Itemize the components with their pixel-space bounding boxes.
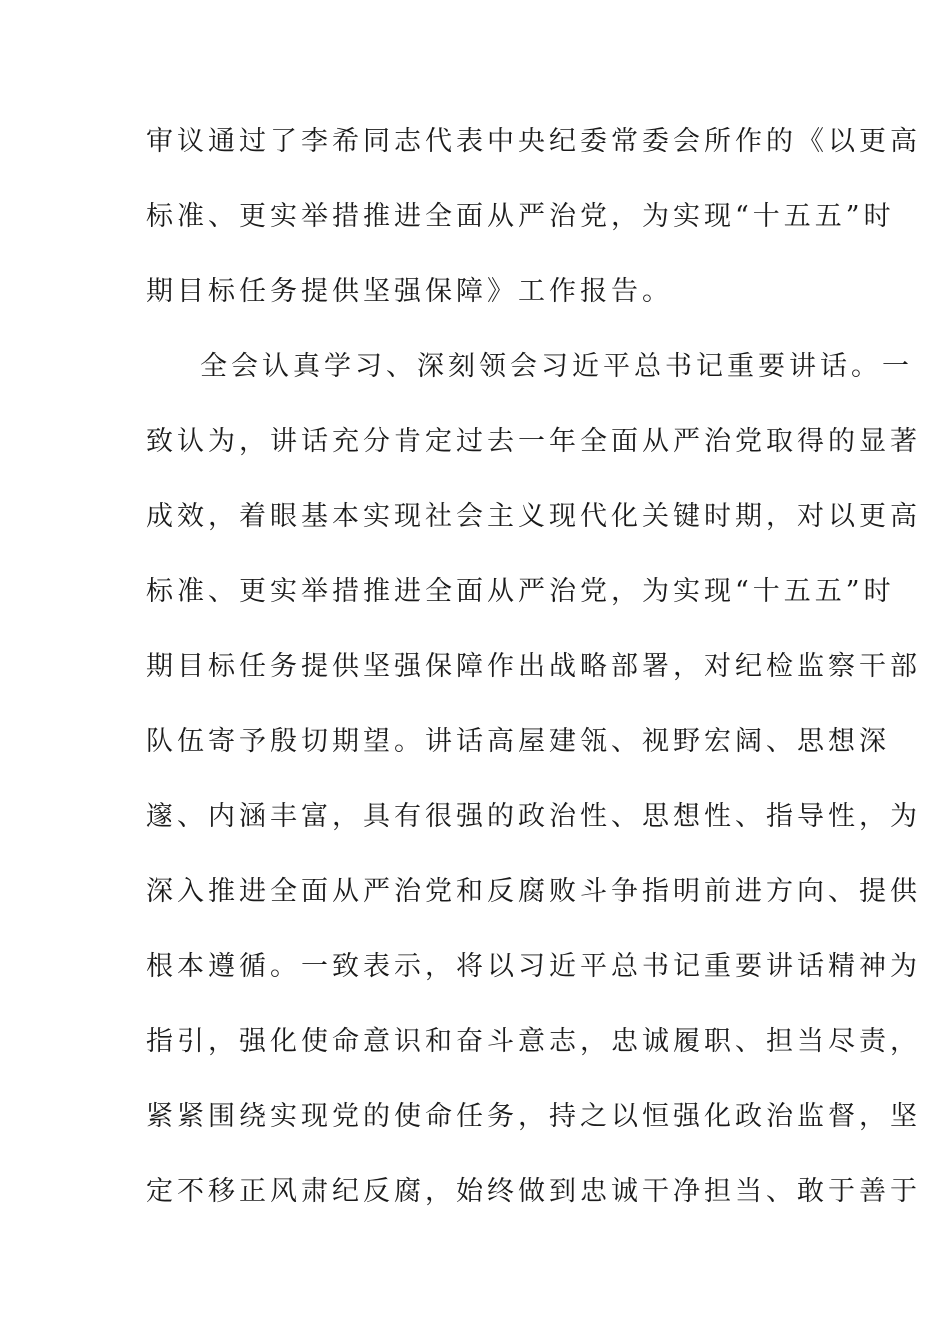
- text-line: 定不移正风肃纪反腐，始终做到忠诚干净担当、敢于善于: [146, 1176, 921, 1207]
- text-line: 标准、更实举措推进全面从严治党，为实现“十五五”时: [146, 201, 895, 232]
- text-line: 审议通过了李希同志代表中央纪委常委会所作的《以更高: [146, 126, 921, 157]
- text-line: 成效，着眼基本实现社会主义现代化关键时期，对以更高: [146, 501, 921, 532]
- text-line: 期目标任务提供坚强保障》工作报告。: [146, 276, 673, 307]
- text-line: 队伍寄予殷切期望。讲话高屋建瓴、视野宏阔、思想深: [146, 726, 890, 757]
- text-line: 根本遵循。一致表示，将以习近平总书记重要讲话精神为: [146, 951, 921, 982]
- text-line: 深入推进全面从严治党和反腐败斗争指明前进方向、提供: [146, 876, 921, 907]
- document-body: [146, 104, 921, 1229]
- text-line: 期目标任务提供坚强保障作出战略部署，对纪检监察干部: [146, 651, 921, 682]
- paragraph-start-line: 全会认真学习、深刻领会习近平总书记重要讲话。一: [200, 351, 913, 382]
- text-line: 指引，强化使命意识和奋斗意志，忠诚履职、担当尽责，: [146, 1026, 921, 1057]
- text-line: 标准、更实举措推进全面从严治党，为实现“十五五”时: [146, 576, 895, 607]
- text-line: 致认为，讲话充分肯定过去一年全面从严治党取得的显著: [146, 426, 921, 457]
- text-line: 紧紧围绕实现党的使命任务，持之以恒强化政治监督，坚: [146, 1101, 921, 1132]
- text-line: 邃、内涵丰富，具有很强的政治性、思想性、指导性，为: [146, 801, 921, 832]
